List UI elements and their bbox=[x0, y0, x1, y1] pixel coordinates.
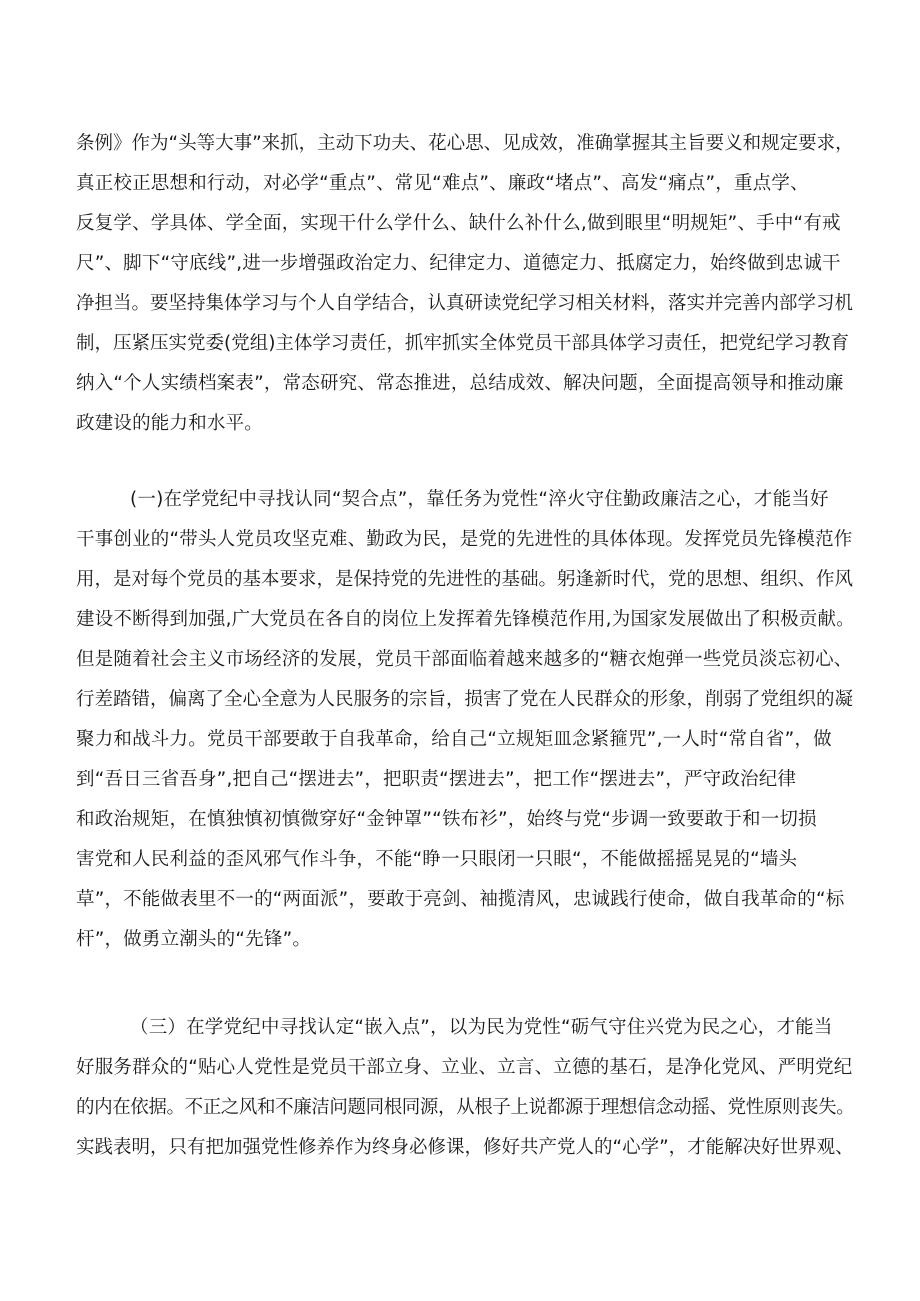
text-line: 好服务群众的“贴心人党性是党员干部立身、立业、立言、立德的基石，是净化党风、严明党纪 bbox=[76, 1057, 853, 1078]
text-line: 建设不断得到加强,广大党员在各自的岗位上发挥着先锋模范作用,为国家发展做出了积极贡献。 bbox=[76, 609, 855, 630]
text-line: 制，压紧压实党委(党组)主体学习责任，抓牢抓实全体党员干部具体学习责任，把党纪学习教育 bbox=[76, 333, 849, 354]
text-line: 和政治规矩，在慎独慎初慎微穿好“金钟罩”“铁布衫”，始终与党“步调一致要敢于和一切损 bbox=[76, 809, 817, 830]
paragraph-intro bbox=[76, 124, 856, 444]
text-line: 实践表明，只有把加强党性修养作为终身必修课，修好共产党人的“心学”，才能解决好世界观、 bbox=[76, 1137, 854, 1158]
text-line: 用，是对每个党员的基本要求，是保持党的先进性的基础。躬逢新时代，党的思想、组织、作风 bbox=[76, 569, 854, 590]
paragraph-section-1 bbox=[76, 480, 856, 960]
text-line: 草”，不能做表里不一的“两面派”，要敢于亮剑、袖揽清风，忠诚践行使命，做自我革命的“标 bbox=[76, 889, 845, 910]
text-line: 行差踏错，偏离了全心全意为人民服务的宗旨，损害了党在人民群众的形象，削弱了党组织的凝 bbox=[76, 689, 854, 710]
text-line: 杆”，做勇立潮头的“先锋”。 bbox=[76, 929, 312, 950]
text-line: （三）在学党纪中寻找认定“嵌入点”，以为民为党性“砺气守住兴党为民之心，才能当 bbox=[130, 1017, 833, 1038]
text-line: 但是随着社会主义市场经济的发展，党员干部面临着越来越多的“糖衣炮弹一些党员淡忘初心、 bbox=[76, 649, 853, 670]
paragraph-section-3 bbox=[76, 1008, 856, 1168]
text-line: 聚力和战斗力。党员干部要敢于自我革命，给自己“立规矩皿念紧箍咒”,一人时“常自省”，做 bbox=[76, 729, 832, 750]
text-line: 条例》作为“头等大事”来抓，主动下功夫、花心思、见成效，准确掌握其主旨要义和规定要求， bbox=[76, 133, 854, 154]
text-line: 净担当。要坚持集体学习与个人自学结合，认真研读党纪学习相关材料，落实并完善内部学习机 bbox=[76, 293, 854, 314]
text-line: 害党和人民利益的歪风邪气作斗争，不能“睁一只眼闭一只眼“，不能做摇摇晃晃的“墙头 bbox=[76, 849, 798, 870]
text-line: 真正校正思想和行动，对必学“重点”、常见“难点”、廉政“堵点”、高发“痛点”，重点学、 bbox=[76, 173, 809, 194]
text-line: 到“吾日三省吾身”,把自己“摆进去”，把职责“摆进去”，把工作“摆进去”，严守政治纪律 bbox=[76, 769, 797, 790]
text-line: 反复学、学具体、学全面，实现干什么学什么、缺什么补什么,做到眼里“明规矩”、手中“有戒 bbox=[76, 213, 841, 234]
text-line: 尺”、脚下“守底线”,进一步增强政治定力、纪律定力、道德定力、抵腐定力，始终做到忠诚干 bbox=[76, 253, 841, 274]
text-line: 纳入“个人实绩档案表”，常态研究、常态推进，总结成效、解决问题，全面提高领导和推动廉 bbox=[76, 373, 844, 394]
text-line: (一)在学党纪中寻找认同“契合点”，靠任务为党性“淬火守住勤政廉洁之心，才能当好 bbox=[130, 489, 829, 510]
text-line: 干事创业的“带头人党员攻坚克难、勤政为民，是党的先进性的具体体现。发挥党员先锋模范作 bbox=[76, 529, 853, 550]
text-line: 的内在依据。不正之风和不廉洁问题同根同源，从根子上说都源于理想信念动摇、党性原则丧失。 bbox=[76, 1097, 855, 1118]
text-line: 政建设的能力和水平。 bbox=[76, 413, 264, 434]
